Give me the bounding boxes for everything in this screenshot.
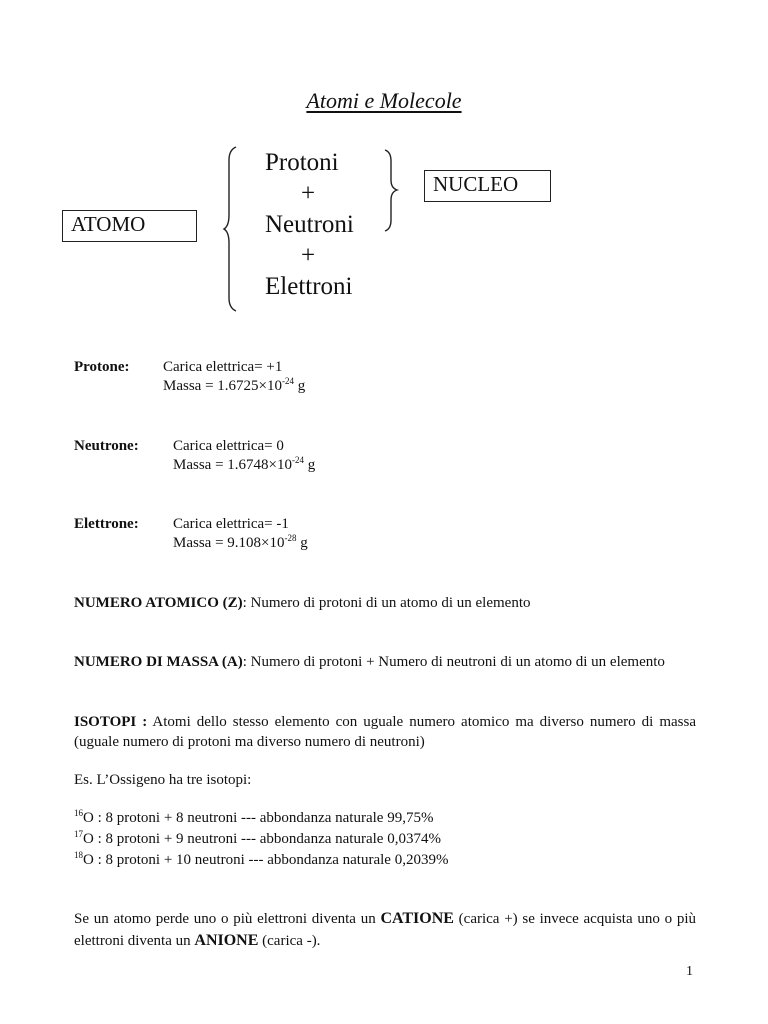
part-plus-2: + — [301, 242, 316, 269]
page-number: 1 — [686, 964, 693, 979]
def-numero-atomico: NUMERO ATOMICO (Z): Numero di protoni di un atomo di un elemento — [74, 595, 531, 611]
particle-elettrone-label: Elettrone: — [74, 516, 139, 532]
atomo-box: ATOMO — [62, 210, 197, 242]
isotope-17: $^{17}$O : 8 protoni + 9 neutroni --- abbondanza naturale 0,0374% — [74, 829, 441, 847]
ions-paragraph: Se un atomo perde uno o più elettroni diventa un CATIONE (carica +) se invece acquista uno o più elettroni diventa un ANIONE (carica -). — [74, 910, 696, 949]
left-brace — [224, 147, 236, 311]
particle-neutrone-mass: Massa = $1.6748\times 10^{-24}$ g — [173, 455, 316, 473]
particle-elettrone-mass: Massa = $9.108\times 10^{-28}$ g — [173, 533, 308, 551]
particle-neutrone-charge: Carica elettrica= 0 — [173, 438, 284, 454]
page-title-text: Atomi e Molecole — [306, 88, 462, 113]
part-elettroni: Elettroni — [265, 273, 353, 300]
isotope-16: $^{16}$O : 8 protoni + 8 neutroni --- abbondanza naturale 99,75% — [74, 808, 434, 826]
particle-elettrone-charge: Carica elettrica= -1 — [173, 516, 289, 532]
right-brace — [385, 150, 397, 231]
part-neutroni: Neutroni — [265, 211, 354, 238]
particle-protone-label: Protone: — [74, 359, 130, 375]
example-intro: Es. L’Ossigeno ha tre isotopi: — [74, 772, 252, 788]
isotope-18: $^{18}$O : 8 protoni + 10 neutroni --- abbondanza naturale 0,2039% — [74, 850, 449, 868]
def-numero-massa: NUMERO DI MASSA (A): Numero di protoni + Numero di neutroni di un atomo di un elemento — [74, 654, 665, 670]
particle-neutrone-label: Neutrone: — [74, 438, 139, 454]
part-plus-1: + — [301, 180, 316, 207]
particle-protone-mass: Massa = $1.6725\times 10^{-24}$ g — [163, 376, 306, 394]
diagram-braces — [0, 0, 768, 330]
def-isotopi: ISOTOPI : Atomi dello stesso elemento con uguale numero atomico ma diverso numero di massa (uguale numero di protoni ma diverso numero di neutroni) — [74, 714, 696, 750]
nucleo-box: NUCLEO — [424, 170, 551, 202]
part-protoni: Protoni — [265, 149, 339, 176]
particle-protone-charge: Carica elettrica= +1 — [163, 359, 283, 375]
